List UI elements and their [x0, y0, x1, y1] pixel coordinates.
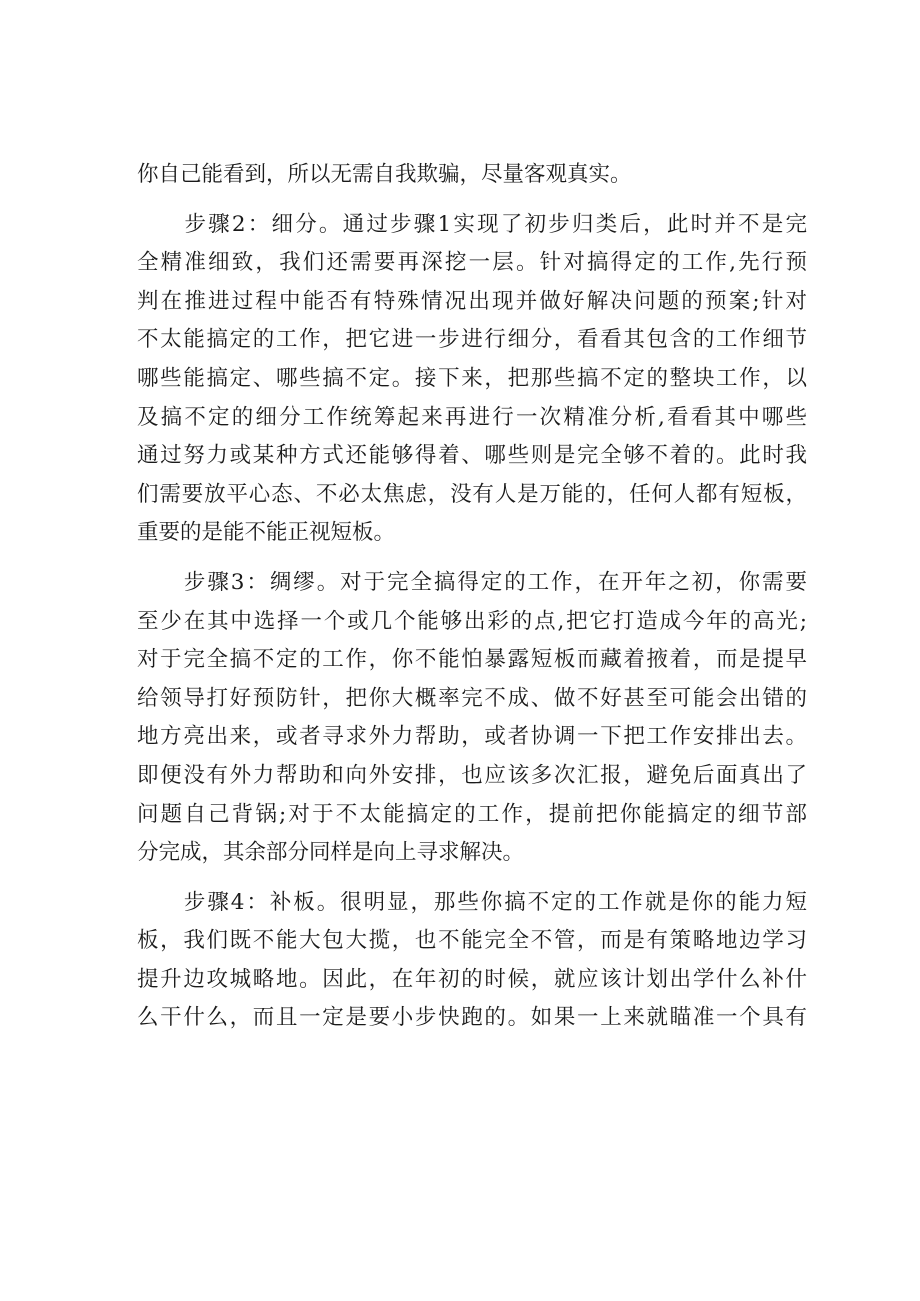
text-line: 们需要放平心态、不必太焦虑，没有人是万能的，任何人都有短板，	[137, 481, 807, 507]
text-line: 哪些能搞定、哪些搞不定。接下来，把那些搞不定的整块工作，以	[137, 365, 807, 391]
text-line: 分完成，其余部分同样是向上寻求解决。	[137, 840, 525, 866]
text-line: 步骤3：绸缪。对于完全搞得定的工作，在开年之初，你需要	[137, 569, 807, 595]
paragraph	[137, 564, 807, 873]
text-line: 你自己能看到，所以无需自我欺骗，尽量客观真实。	[137, 162, 632, 187]
text-line: 步骤4：补板。很明显，那些你搞不定的工作就是你的能力短	[137, 889, 807, 915]
text-line: 么干什么，而且一定是要小步快跑的。如果一上来就瞄准一个具有	[137, 1005, 807, 1031]
text-line: 及搞不定的细分工作统筹起来再进行一次精准分析,看看其中哪些	[137, 404, 807, 430]
text-line: 板，我们既不能大包大揽，也不能完全不管，而是有策略地边学习	[137, 928, 807, 954]
text-line: 判在推进过程中能否有特殊情况出现并做好解决问题的预案;针对	[137, 288, 807, 314]
text-line: 全精准细致，我们还需要再深挖一层。针对搞得定的工作,先行预	[137, 250, 807, 276]
text-line: 不太能搞定的工作，把它进一步进行细分，看看其包含的工作细节	[137, 327, 807, 353]
text-line: 至少在其中选择一个或几个能够出彩的点,把它打造成今年的高光;	[137, 608, 807, 634]
paragraph	[137, 156, 807, 195]
paragraph	[137, 884, 807, 1038]
text-line: 通过努力或某种方式还能够得着、哪些则是完全够不着的。此时我	[137, 443, 807, 469]
text-line: 提升边攻城略地。因此，在年初的时候，就应该计划出学什么补什	[137, 966, 807, 992]
text-line: 问题自己背锅;对于不太能搞定的工作，提前把你能搞定的细节部	[137, 801, 807, 827]
text-line: 给领导打好预防针，把你大概率完不成、做不好甚至可能会出错的	[137, 685, 807, 711]
text-line: 地方亮出来，或者寻求外力帮助，或者协调一下把工作安排出去。	[137, 724, 807, 750]
paragraph	[137, 206, 807, 553]
text-line: 即便没有外力帮助和向外安排，也应该多次汇报，避免后面真出了	[137, 762, 807, 788]
text-line: 步骤2：细分。通过步骤1实现了初步归类后，此时并不是完	[137, 211, 807, 237]
body-text	[137, 156, 807, 1038]
text-line: 重要的是能不能正视短板。	[137, 520, 396, 546]
text-line: 对于完全搞不定的工作，你不能怕暴露短板而藏着掖着，而是提早	[137, 647, 807, 673]
